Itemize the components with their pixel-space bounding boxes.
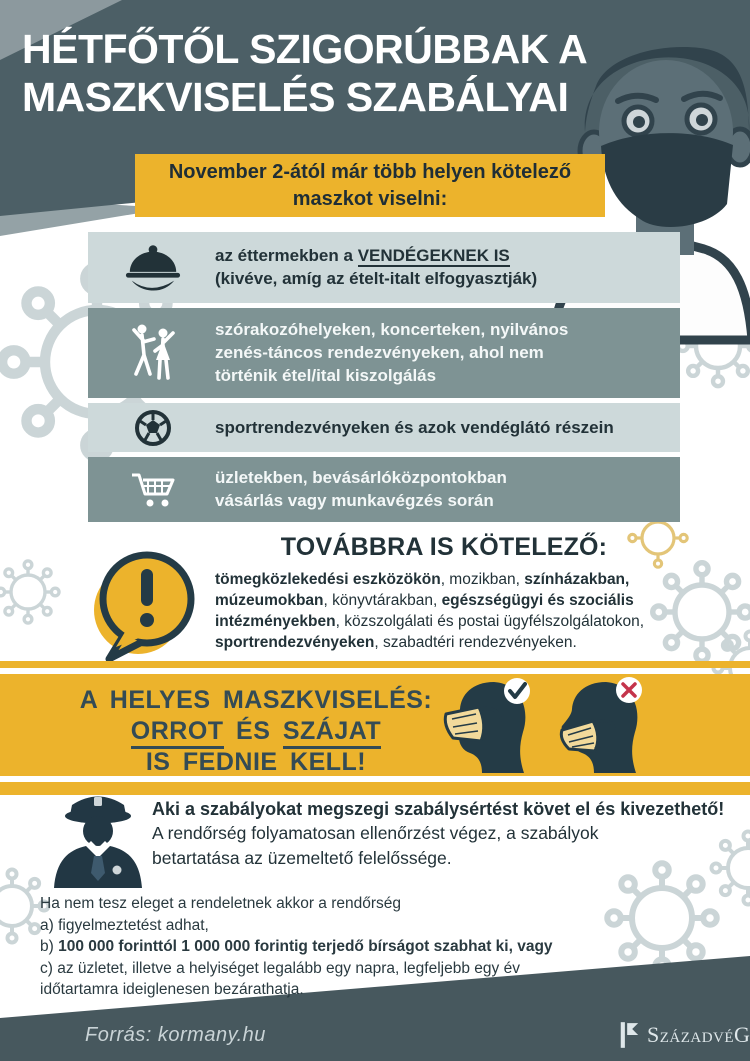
penalties-item-b: b) 100 000 forinttól 1 000 000 forintig terjedő bírságot szabhat ki, vagy: [40, 938, 553, 955]
page-title: [22, 26, 622, 122]
penalties-text: [40, 893, 620, 1001]
enforcement-line: betartatása az üzemeltető felelőssége.: [152, 847, 452, 868]
rule-line: történik étel/ital kiszolgálás: [215, 366, 437, 385]
correct-mask-banner: [0, 674, 750, 776]
enforcement-line: A rendőrség folyamatosan ellenőrzést végez, a szabályok: [152, 823, 599, 843]
correct-mask-line3: IS FEDNIE KELL!: [145, 748, 367, 776]
serving-dish-icon: [116, 232, 190, 303]
rule-line: üzletekben, bevásárlóközpontokban: [215, 468, 507, 487]
page-title-line2: MASZKVISELÉS SZABÁLYAI: [22, 73, 569, 120]
enforcement-text: [152, 797, 727, 870]
flag-icon: [618, 1021, 640, 1049]
penalties-item-c: c) az üzletet, illetve a helyiséget legalább egy napra, legfeljebb egy év: [40, 959, 520, 977]
dancers-icon: [116, 308, 190, 398]
rule-line: (kivéve, amíg az ételt-italt elfogyasztják): [215, 269, 538, 288]
exclamation-bubble-icon: [92, 546, 198, 664]
shopping-cart-icon: [116, 457, 190, 522]
enforcement-bold-line: Aki a szabályokat megszegi szabálysértést követ el és kivezethető!: [152, 799, 725, 819]
football-icon: [116, 403, 190, 452]
szazadveg-logo: [618, 1021, 750, 1049]
still-mandatory-heading: TOVÁBBRA IS KÖTELEZŐ:: [280, 533, 608, 561]
wrong-mask-head-icon: [561, 677, 642, 773]
correct-mask-head-icon: [445, 678, 530, 773]
x-icon: [616, 677, 642, 703]
source-text: Forrás: kormany.hu: [85, 1024, 266, 1046]
rule-item-entertainment: [88, 308, 680, 398]
penalties-item-a: a) figyelmeztetést adhat,: [40, 916, 209, 934]
police-officer-icon: [48, 784, 148, 888]
rule-item-shops: [88, 457, 680, 522]
band-stripe-top: [0, 661, 750, 668]
rule-item-restaurants: [88, 232, 680, 303]
rule-line: szórakozóhelyeken, koncerteken, nyilvános: [215, 320, 569, 339]
intro-banner: [135, 154, 605, 217]
correct-mask-text: [62, 685, 450, 778]
intro-line1: November 2-ától már több helyen kötelező: [168, 160, 572, 183]
penalties-intro: Ha nem tesz eleget a rendeletnek akkor a rendőrség: [40, 895, 402, 912]
correct-mask-line1: A HELYES MASZKVISELÉS:: [79, 686, 433, 714]
rule-item-sport-events: [88, 403, 680, 452]
rule-line: az éttermekben a VENDÉGEKNEK IS: [215, 246, 510, 265]
rule-line: sportrendezvényeken és azok vendéglátó részein: [215, 418, 614, 437]
intro-line2: maszkot viselni:: [292, 187, 448, 210]
logo-text: SzázadvéG: [647, 1022, 750, 1047]
rule-line: vásárlás vagy munkavégzés során: [215, 491, 494, 510]
penalties-item-c-cont: időtartamra ideiglenesen bezárathatja.: [40, 981, 304, 998]
face-mask: [601, 133, 733, 227]
check-icon: [504, 678, 530, 704]
correct-mask-line2: ORROT ÉS SZÁJAT: [62, 716, 450, 747]
still-mandatory-text: tömegközlekedési eszközökön, mozikban, színházakban, múzeumokban, könyvtárakban, egészségügyi és szociális intézményekben, közszolgálati és postai ügyfélszolgálatokon, sportrendezvényeken, szabadtéri rendezvényeken.: [215, 571, 645, 651]
page-title-line1: HÉTFŐTŐL SZIGORÚBBAK A: [22, 26, 588, 72]
rule-line: zenés-táncos rendezvényeken, ahol nem: [215, 343, 544, 362]
